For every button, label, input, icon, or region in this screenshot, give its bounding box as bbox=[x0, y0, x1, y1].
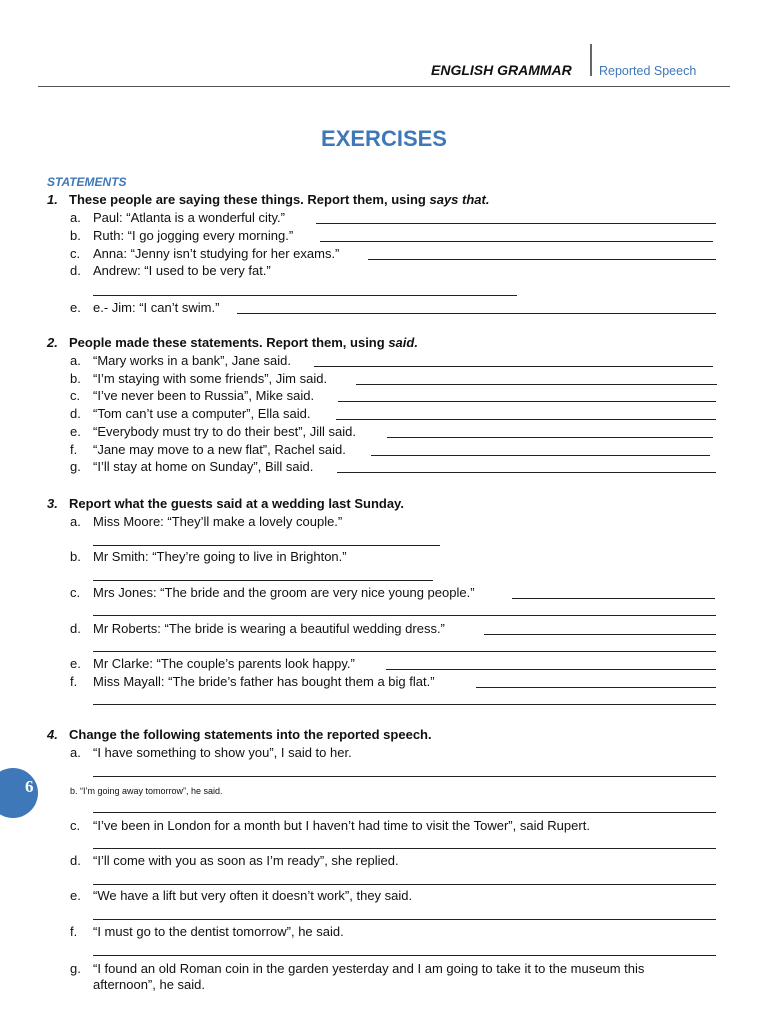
answer-line bbox=[484, 634, 716, 635]
exercise-instruction: People made these statements. Report them, using said. bbox=[69, 335, 418, 350]
answer-line bbox=[93, 580, 433, 581]
exercise-number: 1. bbox=[47, 192, 58, 207]
list-item-continuation: afternoon”, he said. bbox=[93, 977, 206, 992]
list-item: d. Mr Roberts: “The bride is wearing a beautiful wedding dress.” bbox=[0, 620, 768, 638]
answer-line bbox=[512, 598, 715, 599]
answer-line bbox=[93, 295, 517, 296]
list-item: g. “I found an old Roman coin in the garden yesterday and I am going to take it to the museum this bbox=[70, 961, 645, 976]
exercise-3-heading bbox=[0, 495, 768, 513]
header-title: ENGLISH GRAMMAR bbox=[431, 62, 572, 78]
answer-line bbox=[320, 241, 713, 242]
list-item: c. “I’ve been in London for a month but I haven’t had time to visit the Tower”, said Rupert. bbox=[70, 818, 590, 833]
answer-line bbox=[476, 687, 716, 688]
list-item: g. “I’ll stay at home on Sunday”, Bill said. bbox=[0, 458, 768, 476]
answer-line bbox=[336, 419, 716, 420]
answer-line bbox=[386, 669, 716, 670]
answer-line bbox=[93, 651, 716, 652]
exercise-instruction: Report what the guests said at a wedding last Sunday. bbox=[69, 496, 404, 511]
answer-line bbox=[338, 401, 716, 402]
page-number: 6 bbox=[25, 777, 34, 796]
list-item: e. Mr Clarke: “The couple’s parents look happy.” bbox=[0, 655, 768, 673]
answer-line bbox=[387, 437, 713, 438]
answer-line bbox=[314, 366, 713, 367]
list-item: c. “I’ve never been to Russia”, Mike said. bbox=[0, 387, 768, 405]
list-item: a. Paul: “Atlanta is a wonderful city.” bbox=[0, 209, 768, 227]
list-item: d. “I’ll come with you as soon as I’m ready”, she replied. bbox=[70, 853, 399, 868]
exercise-number: 4. bbox=[47, 727, 58, 742]
exercise-2-heading bbox=[0, 334, 768, 352]
list-item: e. e.- Jim: “I can’t swim.” bbox=[0, 299, 768, 317]
header-subtitle: Reported Speech bbox=[599, 64, 697, 78]
header-rule bbox=[38, 86, 730, 87]
answer-line bbox=[356, 384, 717, 385]
list-item: b. “I’m going away tomorrow”, he said. bbox=[70, 786, 223, 796]
answer-line bbox=[368, 259, 716, 260]
list-item: f. Miss Mayall: “The bride’s father has bought them a big flat.” bbox=[0, 673, 768, 691]
answer-line bbox=[93, 704, 716, 705]
answer-line bbox=[93, 848, 716, 849]
exercise-1-heading bbox=[0, 191, 768, 209]
list-item: e. “Everybody must try to do their best”, Jill said. bbox=[0, 423, 768, 441]
list-item: c. Mrs Jones: “The bride and the groom are very nice young people.” bbox=[0, 584, 768, 602]
list-item: a. Miss Moore: “They’ll make a lovely couple.” bbox=[70, 514, 343, 529]
list-item: b. Mr Smith: “They’re going to live in Brighton.” bbox=[70, 549, 347, 564]
answer-line bbox=[93, 812, 716, 813]
list-item: e. “We have a lift but very often it doesn’t work”, they said. bbox=[70, 888, 413, 903]
answer-line bbox=[93, 615, 716, 616]
exercise-number: 2. bbox=[47, 335, 58, 350]
answer-line bbox=[337, 472, 716, 473]
answer-line bbox=[93, 545, 440, 546]
page-number-badge bbox=[0, 768, 38, 818]
answer-line bbox=[93, 776, 716, 777]
list-item: a. “I have something to show you”, I said to her. bbox=[70, 745, 352, 760]
page-title: EXERCISES bbox=[321, 126, 447, 151]
list-item: d. “Tom can’t use a computer”, Ella said. bbox=[0, 405, 768, 423]
exercise-4-heading bbox=[0, 726, 768, 744]
answer-line bbox=[93, 919, 716, 920]
list-item: b. “I’m staying with some friends”, Jim said. bbox=[0, 370, 768, 388]
answer-line bbox=[93, 955, 716, 956]
answer-line bbox=[316, 223, 716, 224]
list-item: a. “Mary works in a bank”, Jane said. bbox=[0, 352, 768, 370]
answer-line bbox=[237, 313, 716, 314]
list-item: f. “Jane may move to a new flat”, Rachel said. bbox=[0, 441, 768, 459]
list-item: b. Ruth: “I go jogging every morning.” bbox=[0, 227, 768, 245]
list-item: c. Anna: “Jenny isn’t studying for her exams.” bbox=[0, 245, 768, 263]
exercise-number: 3. bbox=[47, 496, 58, 511]
exercise-instruction: These people are saying these things. Report them, using says that. bbox=[69, 192, 490, 207]
answer-line bbox=[93, 884, 716, 885]
section-label: STATEMENTS bbox=[47, 175, 127, 189]
list-item: f. “I must go to the dentist tomorrow”, he said. bbox=[70, 924, 344, 939]
list-item: d. Andrew: “I used to be very fat.” bbox=[70, 263, 271, 278]
header-divider bbox=[590, 44, 592, 76]
exercise-instruction: Change the following statements into the reported speech. bbox=[69, 727, 432, 742]
answer-line bbox=[371, 455, 710, 456]
